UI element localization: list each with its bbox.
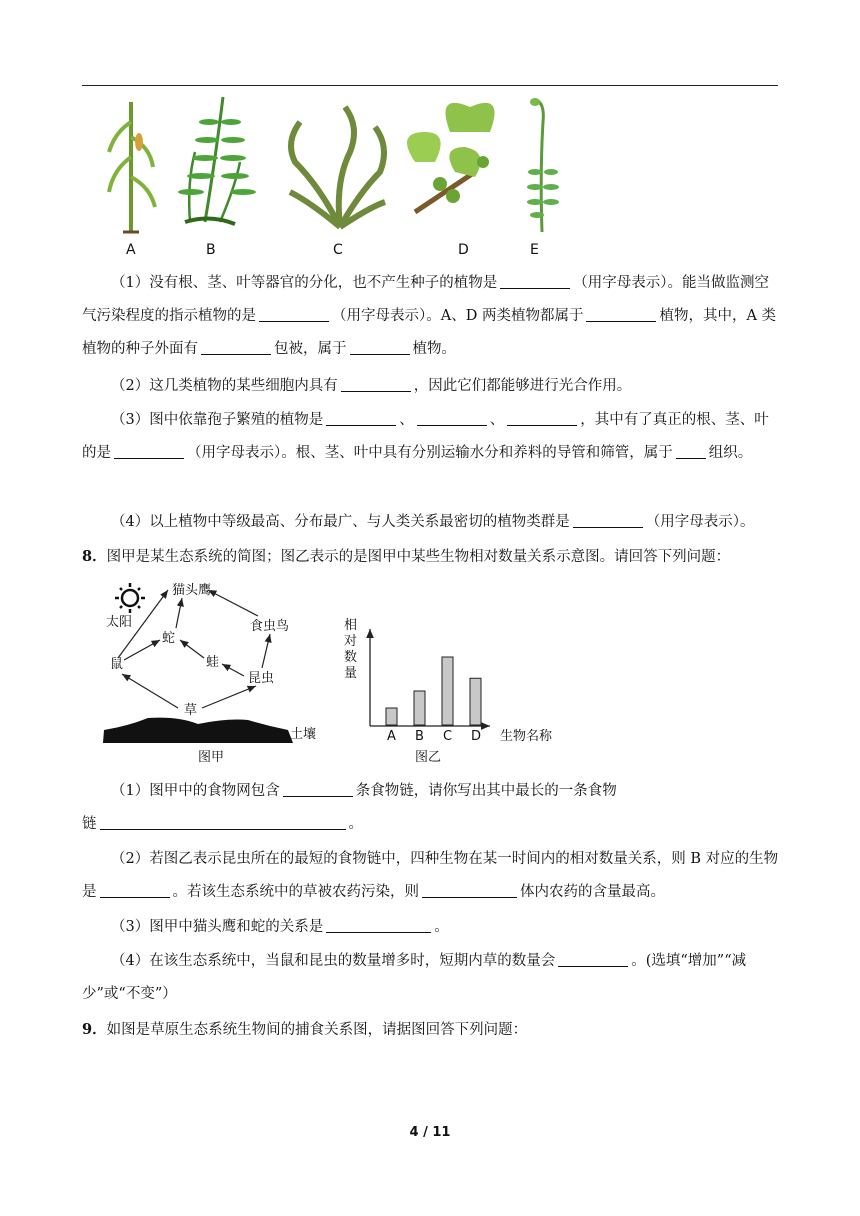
tick-label-a: A <box>387 729 396 744</box>
y-axis-label-char: 相 <box>344 618 358 633</box>
frog-label: 蛙 <box>206 655 220 670</box>
x-axis-label: 生物名称 <box>500 729 553 744</box>
fern-plant-icon <box>178 97 256 224</box>
soil-shape <box>103 718 293 743</box>
answer-blank[interactable] <box>676 442 706 459</box>
bars-group <box>386 657 481 725</box>
snake-label: 蛇 <box>162 631 176 646</box>
answer-blank[interactable] <box>326 409 396 426</box>
food-web-figure <box>98 578 328 768</box>
plant-label-b: B <box>206 242 216 258</box>
mouse-label: 鼠 <box>110 657 124 672</box>
bar-c <box>442 657 453 725</box>
q8-part3: （3）图甲中猫头鹰和蛇的关系是 。 <box>82 911 780 944</box>
bird-label: 食虫鸟 <box>250 619 290 634</box>
y-axis-label-char: 量 <box>344 666 358 681</box>
grass-label: 草 <box>184 703 198 718</box>
answer-blank[interactable] <box>283 780 353 797</box>
page-number: 4 / 11 <box>409 1125 451 1140</box>
answer-blank[interactable] <box>100 881 170 898</box>
sun-label: 太阳 <box>106 615 133 630</box>
answer-blank[interactable] <box>201 338 271 355</box>
q8-part4: （4）在该生态系统中，当鼠和昆虫的数量增多时，短期内草的数量会 。(选填“增加”“减少”或“不变”） <box>82 945 780 1011</box>
figure-jia-caption: 图甲 <box>198 750 225 765</box>
answer-blank[interactable] <box>500 272 570 289</box>
figure-yi-caption: 图乙 <box>415 750 442 765</box>
answer-blank[interactable] <box>114 442 184 459</box>
tick-label-b: B <box>415 729 424 744</box>
answer-blank[interactable] <box>417 409 487 426</box>
answer-blank[interactable] <box>573 511 643 528</box>
seaweed-plant-icon <box>290 107 385 227</box>
food-web-arrows <box>118 590 270 708</box>
tick-label-c: C <box>443 729 453 744</box>
plant-label-d: D <box>458 242 469 258</box>
q7-part1: （1）没有根、茎、叶等器官的分化，也不产生种子的植物是 （用字母表示）。能当做监测空气污染程度的指示植物的是 （用字母表示）。A、D 两类植物都属于 植物，其中，A 类植物的种子外面有 包被，属于 植物。 <box>82 267 780 366</box>
answer-blank[interactable] <box>558 950 628 967</box>
plant-label-a: A <box>126 242 136 258</box>
plant-label-c: C <box>333 242 343 258</box>
tick-label-d: D <box>471 729 482 744</box>
q7-part3: （3）图中依靠孢子繁殖的植物是 、 、 ，其中有了真正的根、茎、叶的是 （用字母表示）。根、茎、叶中具有分别运输水分和养料的导管和筛管，属于 组织。 <box>82 404 780 470</box>
q8-part1: （1）图甲中的食物网包含 条食物链，请你写出其中最长的一条食物 链 。 <box>82 775 780 841</box>
plant-label-e: E <box>530 242 539 258</box>
q7-part4: （4）以上植物中等级最高、分布最广、与人类关系最密切的植物类群是 （用字母表示）。 <box>82 506 780 539</box>
relative-quantity-chart <box>340 615 565 765</box>
plant-figure <box>95 92 575 242</box>
y-axis-label-char: 数 <box>344 650 358 665</box>
q8-stem: 8．图甲是某生态系统的简图；图乙表示的是图甲中某些生物相对数量关系示意图。请回答下列问题： <box>82 548 731 565</box>
moss-plant-icon <box>527 98 559 232</box>
q9-stem: 9．如图是草原生态系统生物间的捕食关系图，请据图回答下列问题： <box>82 1021 528 1038</box>
answer-blank[interactable] <box>350 338 410 355</box>
answer-blank[interactable] <box>586 305 656 322</box>
q7-part2: （2）这几类植物的某些细胞内具有 ，因此它们都能够进行光合作用。 <box>82 370 780 403</box>
bar-a <box>386 708 397 725</box>
owl-label: 猫头鹰 <box>172 583 212 598</box>
answer-blank[interactable] <box>259 305 329 322</box>
bar-b <box>414 691 425 725</box>
answer-blank[interactable] <box>341 375 411 392</box>
corn-plant-icon <box>109 102 155 232</box>
answer-blank[interactable] <box>422 881 517 898</box>
sun-icon <box>115 583 145 613</box>
header-rule <box>82 85 778 86</box>
bar-d <box>470 678 481 725</box>
insect-label: 昆虫 <box>248 671 275 686</box>
y-axis-label-char: 对 <box>344 634 358 649</box>
soil-label: 土壤 <box>290 727 317 742</box>
answer-blank[interactable] <box>100 813 346 830</box>
ginkgo-plant-icon <box>407 103 495 212</box>
y-axis-label <box>344 617 357 681</box>
q8-part2: （2）若图乙表示昆虫所在的最短的食物链中，四种生物在某一时间内的相对数量关系，则 B 对应的生物是 。若该生态系统中的草被农药污染，则 体内农药的含量最高。 <box>82 851 779 900</box>
answer-blank[interactable] <box>326 916 431 933</box>
answer-blank[interactable] <box>507 409 577 426</box>
tick-labels-group <box>387 729 481 744</box>
